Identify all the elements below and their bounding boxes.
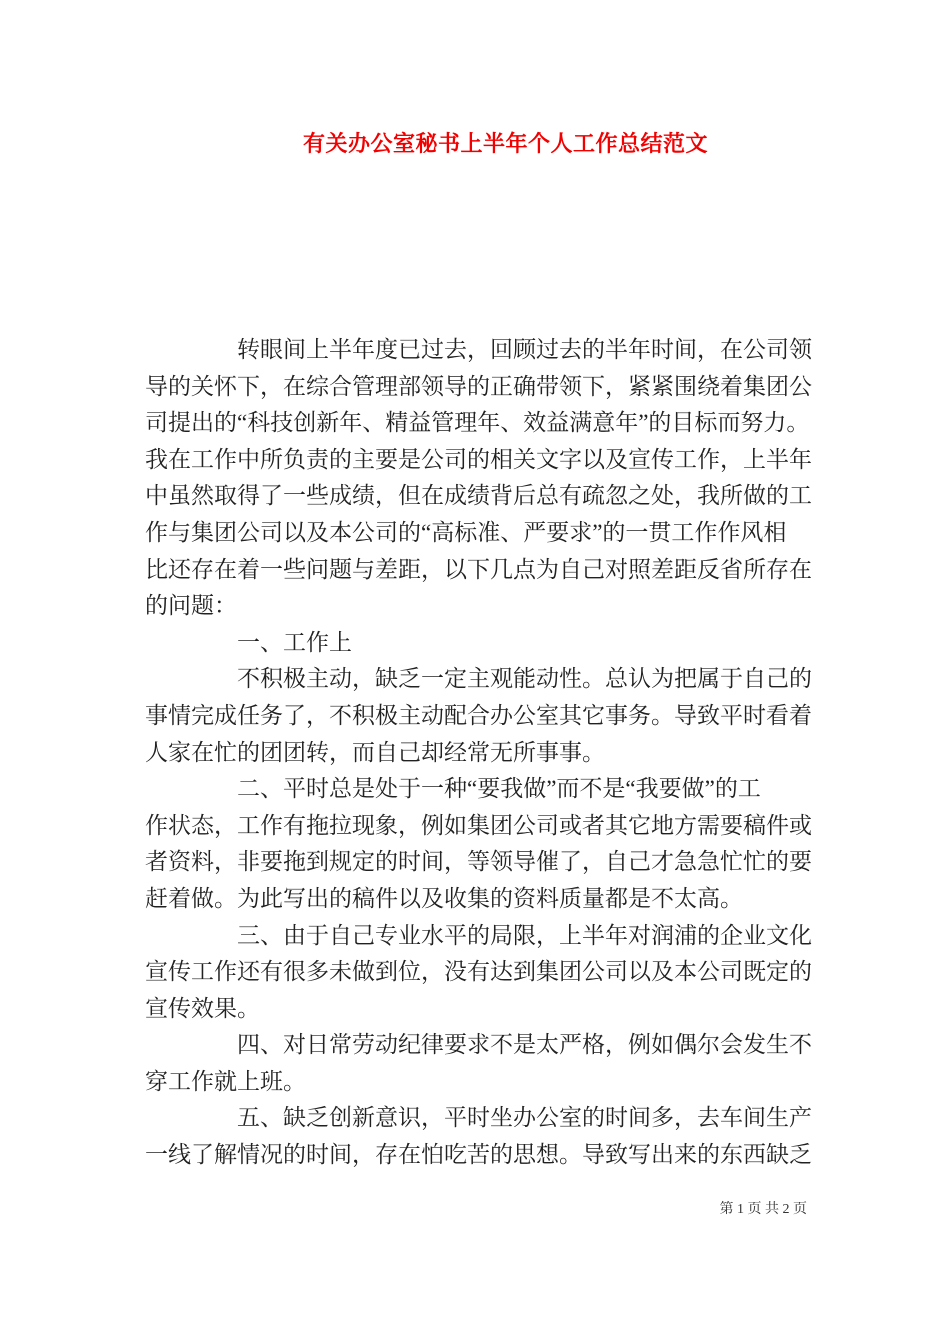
text-line: 不积极主动，缺乏一定主观能动性。总认为把属于自己的 xyxy=(237,666,812,692)
paragraph xyxy=(145,1100,812,1173)
paragraph xyxy=(145,332,812,625)
text-line: 四、对日常劳动纪律要求不是太严格，例如偶尔会发生不 xyxy=(237,1032,812,1058)
text-line: 作状态，工作有拖拉现象，例如集团公司或者其它地方需要稿件或 xyxy=(145,812,812,838)
text-line: 作与集团公司以及本公司的“高标准、严要求”的一贯工作作风相 xyxy=(145,519,787,545)
text-line: 的问题： xyxy=(145,593,237,619)
text-line: 二、平时总是处于一种“要我做”而不是“我要做”的工 xyxy=(237,776,761,802)
text-line: 五、缺乏创新意识，平时坐办公室的时间多，去车间生产 xyxy=(237,1105,812,1131)
document-title: 有关办公室秘书上半年个人工作总结范文 xyxy=(302,131,708,156)
paragraph xyxy=(145,1027,812,1100)
text-line: 宣传效果。 xyxy=(145,995,260,1021)
paragraph xyxy=(145,625,812,662)
document-body xyxy=(145,332,812,1174)
paragraph xyxy=(145,661,812,771)
text-line: 中虽然取得了一些成绩，但在成绩背后总有疏忽之处，我所做的工 xyxy=(145,483,812,509)
text-line: 司提出的“科技创新年、精益管理年、效益满意年”的目标而努力。 xyxy=(145,410,810,436)
text-line: 宣传工作还有很多未做到位，没有达到集团公司以及本公司既定的 xyxy=(145,959,812,985)
text-line: 一、工作上 xyxy=(237,629,352,655)
text-line: 转眼间上半年度已过去，回顾过去的半年时间，在公司领 xyxy=(237,337,812,362)
text-line: 我在工作中所负责的主要是公司的相关文字以及宣传工作，上半年 xyxy=(145,446,812,472)
text-line: 者资料，非要拖到规定的时间，等领导催了，自己才急急忙忙的要 xyxy=(145,849,812,875)
text-line: 穿工作就上班。 xyxy=(145,1068,306,1094)
paragraph xyxy=(145,771,812,917)
text-line: 赶着做。为此写出的稿件以及收集的资料质量都是不太高。 xyxy=(145,885,743,911)
text-line: 一线了解情况的时间，存在怕吃苦的思想。导致写出来的东西缺乏 xyxy=(145,1142,812,1168)
text-line: 事情完成任务了，不积极主动配合办公室其它事务。导致平时看着 xyxy=(145,702,812,728)
text-line: 导的关怀下，在综合管理部领导的正确带领下，紧紧围绕着集团公 xyxy=(145,373,812,399)
page-number: 第 1 页 共 2 页 xyxy=(719,1202,807,1217)
paragraph xyxy=(145,918,812,1028)
text-line: 人家在忙的团团转，而自己却经常无所事事。 xyxy=(145,739,605,765)
text-line: 比还存在着一些问题与差距，以下几点为自己对照差距反省所存在 xyxy=(145,556,812,582)
text-line: 三、由于自己专业水平的局限，上半年对润浦的企业文化 xyxy=(237,922,812,948)
